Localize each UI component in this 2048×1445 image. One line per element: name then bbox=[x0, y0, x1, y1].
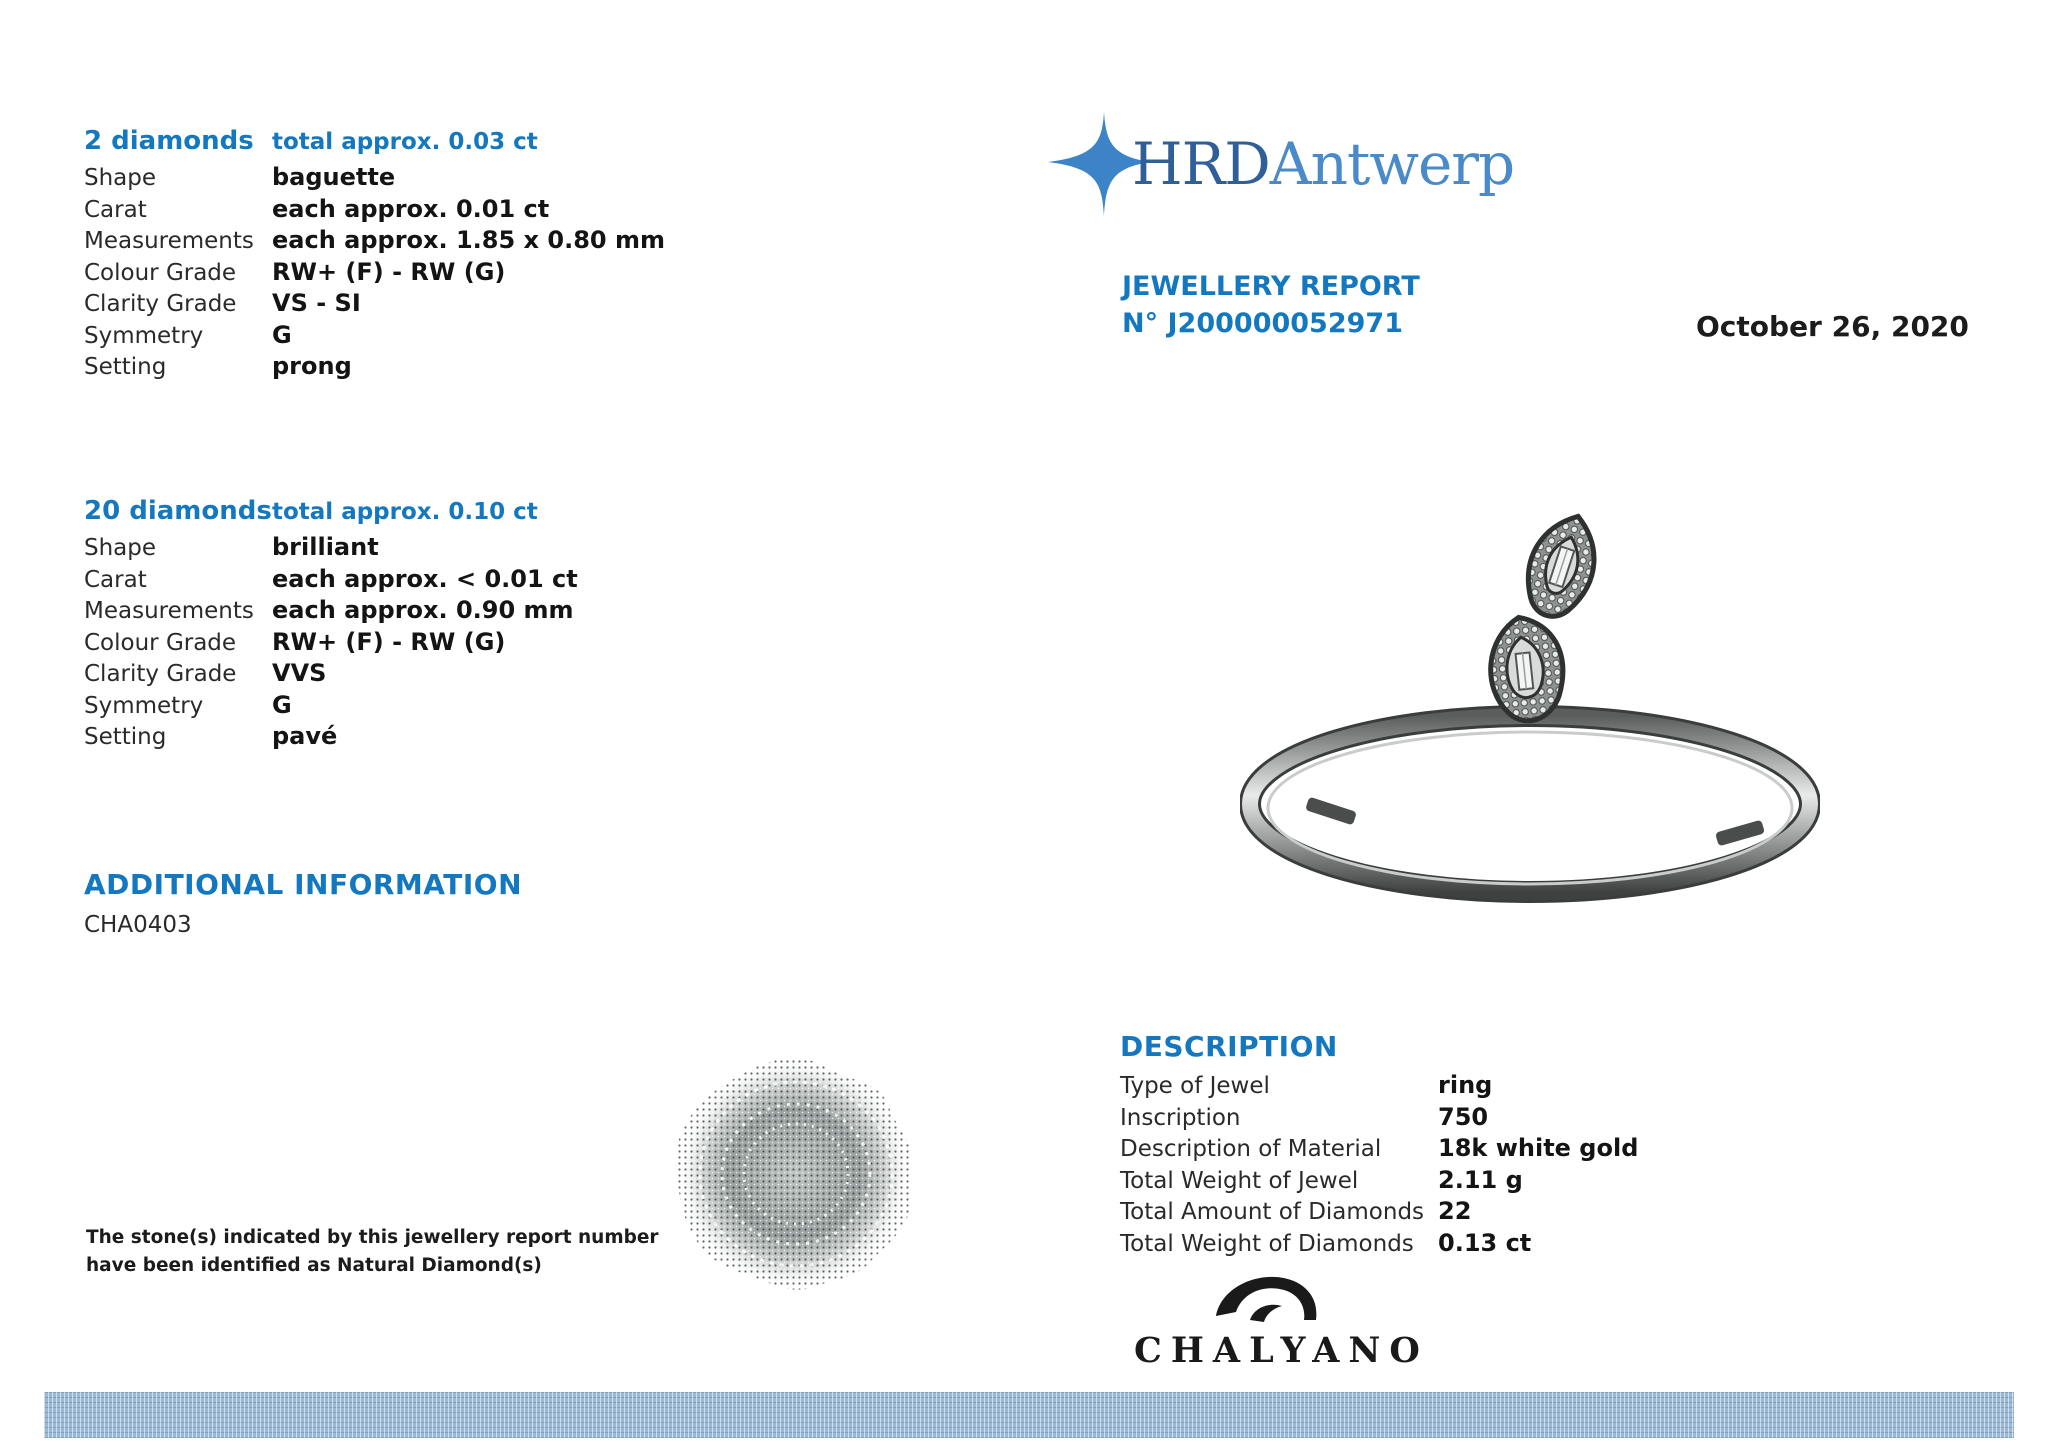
logo-wordmark bbox=[1132, 130, 1514, 198]
additional-info-title: ADDITIONAL INFORMATION bbox=[84, 868, 523, 901]
note-line: The stone(s) indicated by this jewellery report number bbox=[86, 1227, 659, 1248]
spec-row bbox=[84, 627, 578, 659]
description-table bbox=[1120, 1070, 1638, 1259]
spec-label: Symmetry bbox=[84, 692, 204, 719]
spec-row bbox=[84, 690, 578, 722]
brand-name: CHALYANO bbox=[1134, 1330, 1429, 1371]
spec-row bbox=[84, 257, 665, 289]
diamond-group-1 bbox=[84, 126, 665, 383]
spec-label: Colour Grade bbox=[84, 629, 237, 656]
additional-info-text: CHA0403 bbox=[84, 912, 192, 938]
description-label: Total Weight of Diamonds bbox=[1120, 1230, 1414, 1257]
spec-row bbox=[84, 288, 665, 320]
spec-value: each approx. < 0.01 ct bbox=[272, 564, 578, 593]
report-number: N° J200000052971 bbox=[1122, 308, 1403, 339]
group-count: 2 diamonds bbox=[84, 126, 254, 156]
spec-row bbox=[84, 194, 665, 226]
note-line: have been identified as Natural Diamond(s) bbox=[86, 1255, 542, 1276]
natural-diamond-note bbox=[86, 1224, 659, 1280]
description-value: 750 bbox=[1438, 1102, 1489, 1131]
ring-photo bbox=[1240, 474, 1820, 904]
chalyano-swirl-icon bbox=[1212, 1272, 1322, 1326]
spec-label: Clarity Grade bbox=[84, 661, 237, 687]
spec-value: RW+ (F) - RW (G) bbox=[272, 627, 506, 656]
spec-value: VS - SI bbox=[272, 289, 361, 317]
group-header bbox=[84, 126, 665, 156]
spec-label: Shape bbox=[84, 535, 157, 561]
description-label: Total Amount of Diamonds bbox=[1120, 1199, 1425, 1225]
spec-label: Symmetry bbox=[84, 322, 204, 349]
spec-row bbox=[84, 564, 578, 596]
spec-row bbox=[84, 162, 665, 194]
description-value: 18k white gold bbox=[1438, 1134, 1639, 1162]
description-label: Type of Jewel bbox=[1120, 1073, 1270, 1099]
spec-value: baguette bbox=[272, 163, 396, 191]
spec-label: Measurements bbox=[84, 228, 254, 254]
report-title: JEWELLERY REPORT bbox=[1122, 271, 1420, 302]
spec-value: each approx. 0.01 ct bbox=[272, 194, 550, 223]
spec-label: Shape bbox=[84, 165, 157, 191]
spec-value: G bbox=[272, 320, 292, 349]
spec-label: Colour Grade bbox=[84, 259, 237, 286]
description-value: ring bbox=[1438, 1071, 1493, 1099]
spec-label: Clarity Grade bbox=[84, 291, 237, 317]
description-row bbox=[1120, 1133, 1638, 1165]
report-heading bbox=[1122, 268, 1420, 342]
description-row bbox=[1120, 1165, 1638, 1197]
spec-label: Carat bbox=[84, 196, 147, 223]
description-value: 22 bbox=[1438, 1197, 1472, 1225]
diamond-group-2 bbox=[84, 496, 578, 753]
group-total: total approx. 0.10 ct bbox=[272, 499, 538, 525]
description-value: 2.11 g bbox=[1438, 1165, 1523, 1194]
logo-text-antwerp: Antwerp bbox=[1269, 130, 1515, 198]
description-value: 0.13 ct bbox=[1438, 1228, 1532, 1257]
spec-value: VVS bbox=[272, 659, 327, 687]
description-title: DESCRIPTION bbox=[1120, 1030, 1338, 1063]
description-label: Total Weight of Jewel bbox=[1120, 1167, 1359, 1194]
hologram-seal-icon bbox=[672, 1054, 920, 1294]
spec-label: Carat bbox=[84, 566, 147, 593]
spec-row bbox=[84, 351, 665, 383]
spec-row bbox=[84, 721, 578, 753]
spec-row bbox=[84, 320, 665, 352]
spec-value: brilliant bbox=[272, 533, 379, 561]
group-header bbox=[84, 496, 578, 526]
spec-value: pavé bbox=[272, 722, 338, 750]
spec-row bbox=[84, 658, 578, 690]
description-label: Description of Material bbox=[1120, 1136, 1382, 1162]
group-count: 20 diamonds bbox=[84, 496, 272, 526]
description-row bbox=[1120, 1228, 1638, 1260]
security-band bbox=[44, 1392, 2014, 1438]
description-label: Inscription bbox=[1120, 1104, 1241, 1131]
spec-value: each approx. 1.85 x 0.80 mm bbox=[272, 226, 665, 254]
spec-label: Setting bbox=[84, 724, 167, 750]
description-row bbox=[1120, 1102, 1638, 1134]
spec-value: G bbox=[272, 690, 292, 719]
spec-value: each approx. 0.90 mm bbox=[272, 596, 574, 624]
spec-row bbox=[84, 532, 578, 564]
description-row bbox=[1120, 1070, 1638, 1102]
spec-label: Measurements bbox=[84, 598, 254, 624]
description-row bbox=[1120, 1196, 1638, 1228]
spec-row bbox=[84, 225, 665, 257]
spec-value: RW+ (F) - RW (G) bbox=[272, 257, 506, 286]
report-date: October 26, 2020 bbox=[1696, 310, 1969, 343]
logo-text-hrd: HRD bbox=[1132, 130, 1270, 198]
spec-label: Setting bbox=[84, 354, 167, 380]
spec-row bbox=[84, 595, 578, 627]
spec-value: prong bbox=[272, 352, 352, 380]
group-total: total approx. 0.03 ct bbox=[272, 129, 538, 155]
